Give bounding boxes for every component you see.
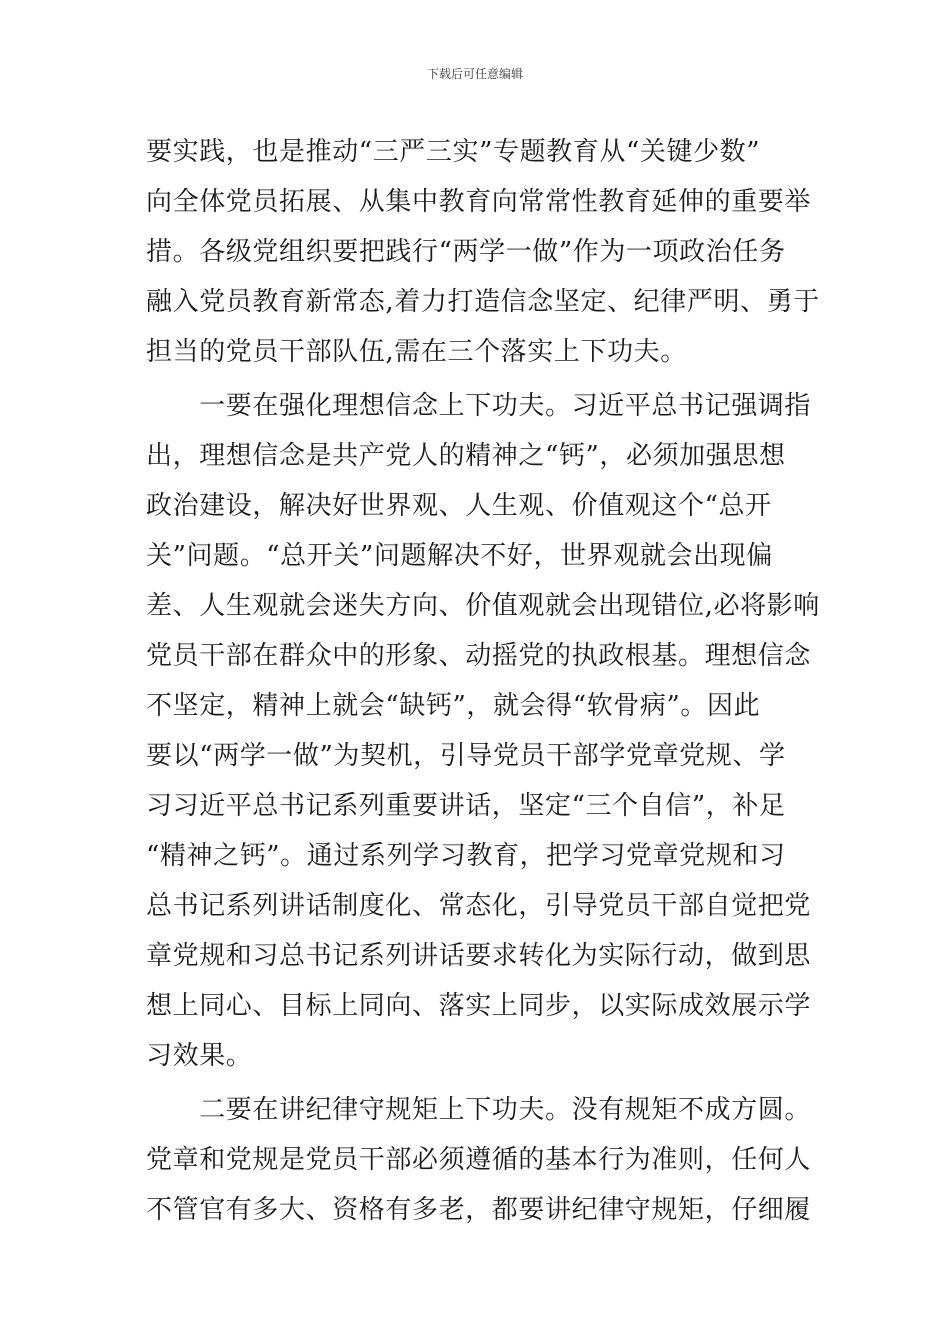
text-line: 总书记系列讲话制度化、常态化，引导党员干部自觉把党 — [146, 891, 812, 921]
text-line: 党章和党规是党员干部必须遵循的基本行为准则，任何人 — [146, 1145, 812, 1175]
text-line: 关”问题。“总开关”问题解决不好，世界观就会出现偏 — [146, 541, 773, 571]
text-line: 出，理想信念是共产党人的精神之“钙”，必须加强思想 — [146, 441, 786, 471]
text-line: 要以“两学一做”为契机，引导党员干部学党章党规、学 — [146, 741, 786, 771]
text-line: 二要在讲纪律守规矩上下功夫。没有规矩不成方圆。 — [146, 1095, 812, 1125]
page-header-note: 下载后可任意编辑 — [426, 67, 523, 81]
text-line: 习效果。 — [146, 1041, 253, 1071]
paragraph-ideals — [146, 381, 820, 1081]
text-line: 章党规和习总书记系列讲话要求转化为实际行动，做到思 — [146, 941, 812, 971]
text-line: 不坚定，精神上就会“缺钙”，就会得“软骨病”。因此 — [146, 691, 761, 721]
text-line: 差、人生观就会迷失方向、价值观就会出现错位,必将影响 — [146, 591, 820, 621]
text-line: 措。各级党组织要把践行“两学一做”作为一项政治任务 — [146, 237, 786, 267]
text-line: 向全体党员拓展、从集中教育向常常性教育延伸的重要举 — [146, 187, 812, 217]
text-line: 不管官有多大、资格有多老，都要讲纪律守规矩，仔细履 — [146, 1195, 812, 1225]
text-line: 政治建设，解决好世界观、人生观、价值观这个“总开 — [146, 491, 772, 521]
text-line: 担当的党员干部队伍,需在三个落实上下功夫。 — [146, 337, 687, 367]
text-line: 习习近平总书记系列重要讲话，坚定“三个自信”，补足 — [146, 791, 786, 821]
text-line: 想上同心、目标上同向、落实上同步，以实际成效展示学 — [146, 991, 812, 1021]
text-line: 一要在强化理想信念上下功夫。习近平总书记强调指 — [146, 391, 812, 421]
document-body — [146, 127, 820, 1235]
text-line: 党员干部在群众中的形象、动摇党的执政根基。理想信念 — [146, 641, 812, 671]
text-line: 融入党员教育新常态,着力打造信念坚定、纪律严明、勇于 — [146, 287, 820, 317]
text-line: “精神之钙”。通过系列学习教育，把学习党章党规和习 — [146, 841, 786, 871]
paragraph-discipline — [146, 1085, 812, 1235]
text-line: 要实践，也是推动“三严三实”专题教育从“关键少数” — [146, 137, 761, 167]
paragraph-intro — [146, 127, 820, 377]
